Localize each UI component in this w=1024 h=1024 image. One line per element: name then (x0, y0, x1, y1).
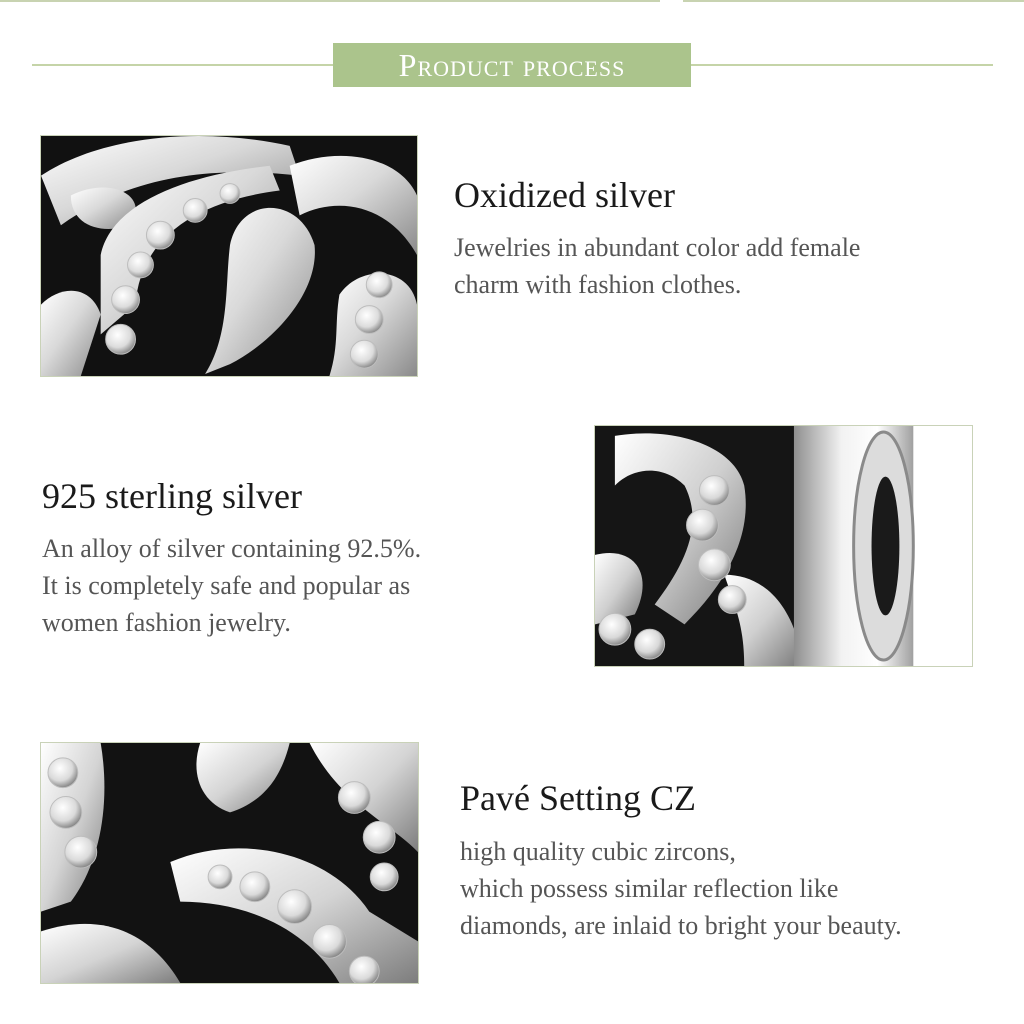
top-rule-left (0, 0, 660, 2)
feature-description (460, 833, 902, 944)
feature-title: Oxidized silver (454, 175, 675, 215)
feature-description-line: charm with fashion clothes. (454, 270, 742, 299)
feature-description (454, 229, 860, 303)
feature-title: 925 sterling silver (42, 476, 302, 516)
oxidized-silver-image (40, 135, 418, 377)
sterling-silver-image (594, 425, 973, 667)
feature-description-line: diamonds, are inlaid to bright your beauty. (460, 911, 902, 940)
feature-description-line: which possess similar reflection like (460, 874, 839, 903)
header-rule-right (691, 64, 993, 66)
header-rule-left (32, 64, 333, 66)
feature-description-line: An alloy of silver containing 92.5%. (42, 534, 422, 563)
feature-description-line: Jewelries in abundant color add female (454, 233, 861, 262)
feature-description-line: It is completely safe and popular as (42, 571, 411, 600)
feature-description-line: women fashion jewelry. (42, 608, 291, 637)
feature-description (42, 530, 421, 641)
feature-description-line: high quality cubic zircons, (460, 837, 736, 866)
section-title: Product process (333, 43, 691, 87)
top-rule-right (683, 0, 1024, 2)
pave-cz-image (40, 742, 419, 984)
feature-title: Pavé Setting CZ (460, 778, 696, 818)
